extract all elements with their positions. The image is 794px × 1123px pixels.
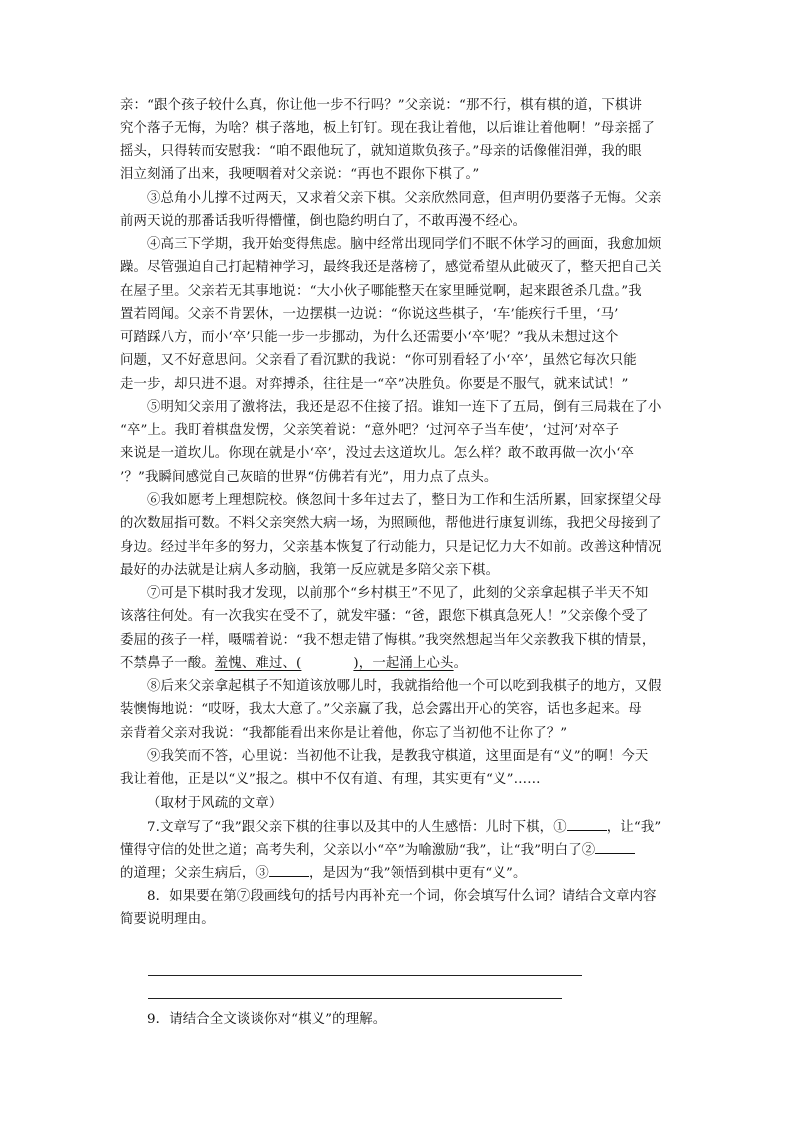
paragraph-4-line: 问题，又不好意思问。父亲看了看沉默的我说：“你可别看轻了小‘卒’，虽然它每次只能 (120, 353, 637, 368)
paragraph-line: 究个落子无悔，为啥？棋子落地，板上钉钉。现在我让着他，以后谁让着他啊！”母亲摇了 (120, 121, 656, 136)
paragraph-9-line: ⑨我笑而不答，心里说：当初他不让我，是教我守棋道，这里面是有“义”的啊！今天 (147, 749, 649, 764)
answer-line[interactable] (148, 975, 582, 976)
paragraph-8-line: 亲背着父亲对我说：“我都能看出来你是让着他，你忘了当初他不让你了？” (120, 726, 568, 741)
paragraph-7-line: ⑦可是下棋时我才发现，以前那个“乡村棋王”不见了，此刻的父亲拿起棋子半天不知 (147, 586, 649, 601)
underlined-text: )，一起涌上心头 (353, 656, 454, 671)
paragraph-7-line: 该落往何处。有一次我实在受不了，就发牢骚：“爸，跟您下棋真急死人！”父亲像个受了 (120, 609, 649, 624)
paragraph-line: 摇头，只得转而安慰我：“咱不跟他玩了，就知道欺负孩子。”母亲的话像催泪弹，我的眼 (120, 144, 642, 159)
paragraph-4-line: 可踏踩八方，而小‘卒’只能一步一步挪动，为什么还需要小‘卒’呢？”我从未想过这个 (120, 330, 619, 345)
plain-text: 。 (453, 656, 468, 671)
question-7-text: 懂得守信的处世之道；高考失利，父亲以小“卒”为喻激励“我”，让“我”明白了② (120, 843, 596, 858)
question-8-line: 简要说明理由。 (120, 912, 215, 927)
paragraph-6-line: 身边。经过半年多的努力，父亲基本恢复了行动能力，只是记忆力大不如前。改善这种情况 (120, 540, 662, 555)
paragraph-7-line: 委屈的孩子一样，嗫嚅着说：“我不想走错了悔棋。”我突然想起当年父亲教我下棋的情景， (120, 633, 656, 648)
paragraph-5-line: 来说是一道坎儿。你现在就是小‘卒’，没过去这道坎儿。怎么样？敢不敢再做一次小‘卒 (120, 446, 635, 461)
question-8-line: 8．如果要在第⑦段画线句的括号内再补充一个词，你会填写什么词？请结合文章内容 (147, 889, 657, 904)
question-9-line: 9．请结合全文谈谈你对“棋义”的理解。 (147, 1012, 387, 1027)
source-note: （取材于风疏的文章） (147, 796, 283, 811)
question-7-line (147, 816, 707, 838)
paragraph-3-line: ③总角小儿撑不过两天，又求着父亲下棋。父亲欣然同意，但声明仍要落子无悔。父亲 (147, 191, 662, 206)
underlined-text: 羞愧、难过、( (214, 656, 302, 671)
plain-text: 不禁鼻子一酸。 (120, 656, 215, 671)
paragraph-3-line: 前两天说的那番话我听得懵懂，倒也隐约明白了，不敢再漫不经心。 (120, 214, 527, 229)
paragraph-8-line: ⑧后来父亲拿起棋子不知道该放哪儿时，我就指给他一个可以吃到我棋子的地方，又假 (147, 679, 662, 694)
question-7-text: ，是因为“我”领悟到棋中更有“义”。 (308, 866, 527, 881)
question-7-line (120, 839, 680, 861)
paragraph-line: 泪立刻涌了出来，我哽咽着对父亲说：“再也不跟你下棋了。” (120, 167, 480, 182)
paragraph-6-line: 的次数屈指可数。不料父亲突然大病一场，为照顾他，帮他进行康复训练，我把父母接到了 (120, 516, 662, 531)
question-7-text: 7.文章写了“我”跟父亲下棋的往事以及其中的人生感悟：儿时下棋，① (147, 820, 567, 835)
paragraph-5-line: “卒”上。我盯着棋盘发愣，父亲笑着说：“意外吧？‘过河卒子当车使’，‘过河’对卒子 (120, 423, 619, 438)
paragraph-8-line: 装懊悔地说：“哎呀，我太大意了。”父亲赢了我，总会露出开心的笑容，话也多起来。母 (120, 702, 642, 717)
paragraph-line: 亲：“跟个孩子较什么真，你让他一步不行吗？”父亲说：“那不行，棋有棋的道，下棋讲 (120, 98, 642, 113)
paragraph-6-line: ⑥我如愿考上理想院校。倏忽间十多年过去了，整日为工作和生活所累，回家探望父母 (147, 493, 662, 508)
paragraph-4-line: 置若罔闻。父亲不肯罢休，一边摆棋一边说：“你说这些棋子，‘车’能疾行千里，‘马’ (120, 307, 619, 322)
paragraph-5-line: ’？”我瞬间感觉自己灰暗的世界“仿佛若有光”，用力点了点头。 (120, 470, 498, 485)
paragraph-4-line: 躁。尽管强迫自己打起精神学习，最终我还是落榜了，感觉希望从此破灭了，整天把自己关 (120, 260, 662, 275)
answer-blank-1[interactable] (567, 816, 607, 831)
answer-blank-3[interactable] (269, 862, 309, 877)
question-7-text: 的道理；父亲生病后，③ (120, 866, 269, 881)
paragraph-5-line: ⑤明知父亲用了激将法，我还是忍不住接了招。谁知一连下了五局，倒有三局栽在了小 (147, 400, 662, 415)
paragraph-4-line: ④高三下学期，我开始变得焦虑。脑中经常出现同学们不眠不休学习的画面，我愈加烦 (147, 237, 662, 252)
paragraph-4-line: 在屋子里。父亲若无其事地说：“大小伙子哪能整天在家里睡觉啊，起来跟爸杀几盘。”我 (120, 284, 642, 299)
paragraph-9-line: 我让着他，正是以“义”报之。棋中不仅有道、有理，其实更有“义”…… (120, 772, 541, 787)
question-7-text: ，让“我” (606, 820, 662, 835)
paragraph-7-line (120, 653, 680, 675)
answer-line[interactable] (148, 998, 562, 999)
answer-blank-2[interactable] (595, 839, 635, 854)
paragraph-6-line: 最好的办法就是让病人多动脑，我第一反应就是多陪父亲下棋。 (120, 563, 500, 578)
underlined-sentence (215, 656, 454, 671)
question-7-line (120, 862, 680, 884)
paragraph-4-line: 走一步，却只进不退。对弈搏杀，往往是一“卒”决胜负。你要是不服气，就来试试！” (120, 377, 629, 392)
